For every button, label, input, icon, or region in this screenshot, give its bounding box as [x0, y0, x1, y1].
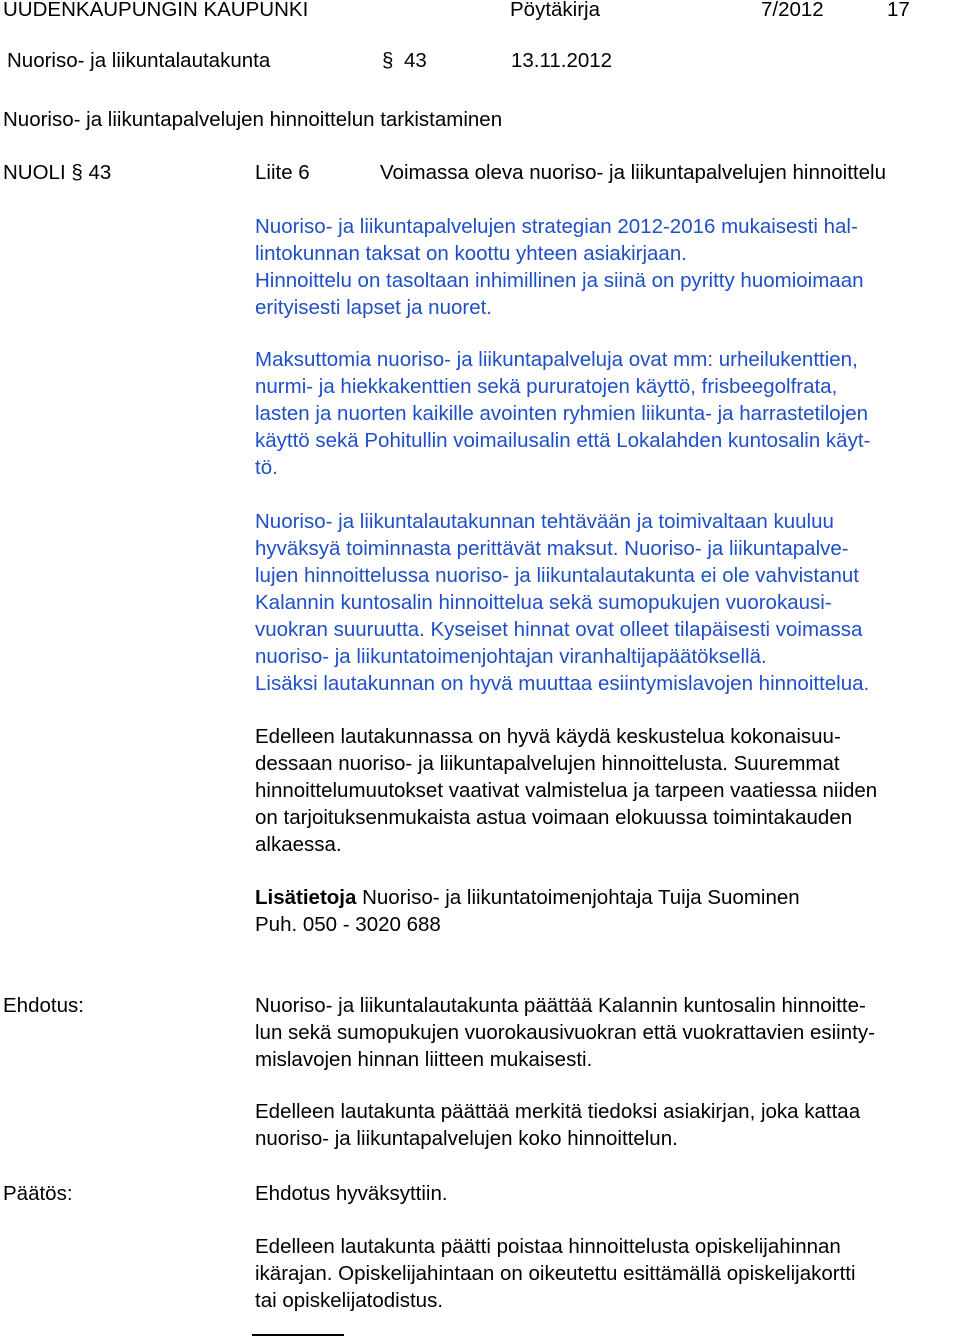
text-line: Lisäksi lautakunnan on hyvä muuttaa esiintymislavojen hinnoittelua. [255, 672, 870, 695]
text-line: käyttö sekä Pohitullin voimailusalin että Lokalahden kuntosalin käyt- [255, 429, 871, 452]
decision-label: Päätös: [3, 1182, 73, 1205]
text-line: Edelleen lautakunnassa on hyvä käydä keskustelua kokonaisuu- [255, 725, 841, 748]
attachment-label: Liite 6 [255, 161, 310, 184]
text-line: lasten ja nuorten kaikille avointen ryhmien liikunta- ja harrastetilojen [255, 402, 869, 425]
reference-code-number: 43 [82, 161, 112, 184]
text-line: Nuoriso- ja liikuntapalvelujen strategian 2012-2016 mukaisesti hal- [255, 215, 858, 238]
text-line: lun sekä sumopukujen vuorokausivuokran että vuokrattavien esiinty- [255, 1021, 875, 1044]
text-line: nuoriso- ja liikuntapalvelujen koko hinnoittelun. [255, 1127, 678, 1150]
text-line: Maksuttomia nuoriso- ja liikuntapalveluja ovat mm: urheilukenttien, [255, 348, 858, 371]
section-mark-icon: § [71, 161, 83, 184]
text-line: Nuoriso- ja liikuntalautakunnan tehtävään ja toimivaltaan kuuluu [255, 510, 834, 533]
discussion-paragraph [255, 723, 955, 858]
reference-code-prefix: NUOLI [3, 161, 72, 184]
document-issue: 7/2012 [761, 0, 824, 21]
meeting-date: 13.11.2012 [511, 49, 613, 72]
text-line: lintokunnan taksat on koottu yhteen asiakirjaan. [255, 242, 687, 265]
text-line: nurmi- ja hiekkakenttien sekä pururatojen käyttö, frisbeegolfrata, [255, 375, 838, 398]
text-line: Hinnoittelu on tasoltaan inhimillinen ja siinä on pyritty huomioimaan [255, 269, 864, 292]
text-line: Kalannin kuntosalin hinnoittelua sekä sumopukujen vuorokausi- [255, 591, 832, 614]
committee-name: Nuoriso- ja liikuntalautakunta [7, 49, 271, 72]
section-mark-icon: § [382, 49, 394, 72]
document-type: Pöytäkirja [510, 0, 601, 21]
decision-paragraph-2 [255, 1233, 955, 1314]
text-line: hyväksyä toiminnasta perittävät maksut. Nuoriso- ja liikuntapalve- [255, 537, 849, 560]
intro-paragraph [255, 213, 955, 321]
text-line: on tarjoituksenmukaista astua voimaan elokuussa toimintakauden [255, 806, 853, 829]
text-line: vuokran suuruutta. Kyseiset hinnat ovat olleet tilapäisesti voimassa [255, 618, 863, 641]
attachment-title: Voimassa oleva nuoriso- ja liikuntapalvelujen hinnoittelu [380, 161, 886, 184]
text-line: nuoriso- ja liikuntatoimenjohtajan viranhaltijapäätöksellä. [255, 645, 767, 668]
reference-code [3, 159, 111, 186]
text-line: ikärajan. Opiskelijahintaan on oikeutettu esittämällä opiskelijakortti [255, 1262, 856, 1285]
free-services-paragraph [255, 346, 955, 481]
text-line: Edelleen lautakunta päätti poistaa hinnoittelusta opiskelijahinnan [255, 1235, 841, 1258]
section-number: 43 [404, 49, 427, 72]
organization-name: UUDENKAUPUNGIN KAUPUNKI [3, 0, 309, 21]
page-title: Nuoriso- ja liikuntapalvelujen hinnoittelun tarkistaminen [3, 108, 503, 131]
text-line: tai opiskelijatodistus. [255, 1289, 444, 1312]
text-line: hinnoittelumuutokset vaativat valmistelua ja tarpeen vaatiessa niiden [255, 779, 878, 802]
contact-text: Nuoriso- ja liikuntatoimenjohtaja Tuija Suominen [356, 886, 800, 909]
authority-paragraph [255, 508, 955, 697]
text-line: erityisesti lapset ja nuoret. [255, 296, 493, 319]
text-line: mislavojen hinnan liitteen mukaisesti. [255, 1048, 593, 1071]
text-line: Edelleen lautakunta päättää merkitä tiedoksi asiakirjan, joka kattaa [255, 1100, 861, 1123]
proposal-paragraph [255, 992, 955, 1073]
text-line: lujen hinnoittelussa nuoriso- ja liikuntalautakunta ei ole vahvistanut [255, 564, 859, 587]
proposal-paragraph-2 [255, 1098, 955, 1152]
text-line: dessaan nuoriso- ja liikuntapalvelujen hinnoittelusta. Suuremmat [255, 752, 840, 775]
contact-info [255, 884, 800, 911]
proposal-label: Ehdotus: [3, 994, 84, 1017]
closing-divider [252, 1334, 344, 1336]
contact-phone: Puh. 050 - 3020 688 [255, 913, 441, 936]
contact-label: Lisätietoja [255, 886, 357, 909]
text-line: Nuoriso- ja liikuntalautakunta päättää Kalannin kuntosalin hinnoitte- [255, 994, 866, 1017]
text-line: alkaessa. [255, 833, 342, 856]
decision-text: Ehdotus hyväksyttiin. [255, 1182, 448, 1205]
page-number: 17 [887, 0, 910, 21]
text-line: tö. [255, 456, 278, 479]
